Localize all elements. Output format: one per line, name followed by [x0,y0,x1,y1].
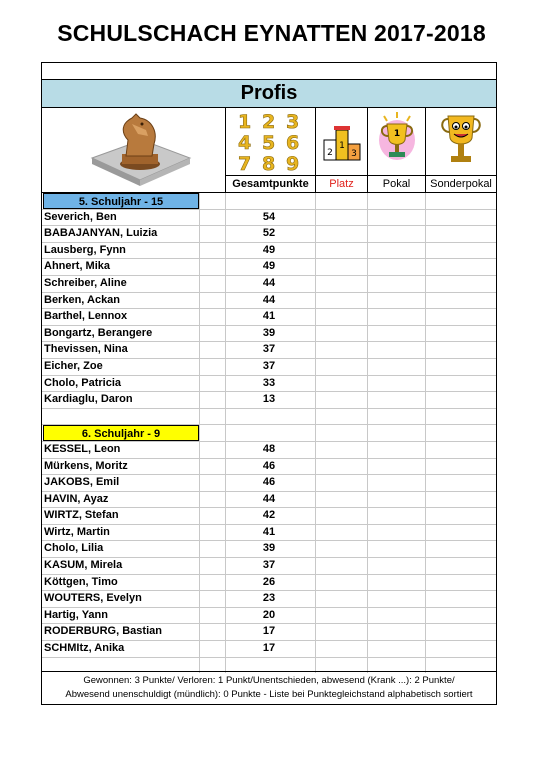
svg-text:4: 4 [238,132,252,154]
pokal-column-header [367,108,425,192]
gesamt-column-header [225,108,315,192]
player-points: 49 [262,243,276,256]
player-row [42,259,496,276]
player-row [42,293,496,310]
svg-text:3: 3 [286,111,300,133]
player-row [42,442,496,459]
player-row [42,608,496,625]
player-row [42,558,496,575]
player-row [42,376,496,393]
player-points: 37 [262,559,276,572]
player-name: SCHMItz, Anika [44,642,125,655]
player-points: 17 [262,642,276,655]
player-name: HAVIN, Ayaz [44,492,109,505]
group-label-6: 6. Schuljahr - 9 [43,425,199,441]
group-header-row [42,425,496,442]
spacer-row [42,409,496,426]
icon-header-row [42,108,496,193]
player-name: Cholo, Patricia [44,376,122,389]
player-points: 41 [262,525,276,538]
player-name: WOUTERS, Evelyn [44,592,142,605]
number-grid-icon [234,110,308,174]
player-name: WIRTZ, Stefan [44,509,119,522]
player-name: Barthel, Lennox [44,310,128,323]
footnote-line-2: Abwesend unenschuldigt (mündlich): 0 Punkte - Liste bei Punktegleichstand alphabetisch sortiert [65,689,473,700]
player-row [42,309,496,326]
player-row [42,342,496,359]
player-name: Berken, Ackan [44,293,121,306]
standings-rows [42,193,496,658]
player-points: 46 [262,476,276,489]
player-row [42,326,496,343]
page-title: SCHULSCHACH EYNATTEN 2017-2018 [57,20,486,46]
player-points: 33 [262,376,276,389]
top-strip [42,63,496,80]
player-points: 44 [262,492,276,505]
player-row [42,359,496,376]
player-points: 54 [262,210,276,223]
svg-text:7: 7 [238,153,252,174]
player-name: Lausberg, Fynn [44,243,126,256]
player-name: Wirtz, Martin [44,525,110,538]
svg-text:9: 9 [286,153,300,174]
group-header-row [42,193,496,210]
player-row [42,243,496,260]
chess-knight-icon [82,110,192,190]
group-6-list [42,442,496,658]
sonder-column-header [425,108,496,192]
svg-text:2: 2 [327,148,333,158]
svg-text:1: 1 [393,129,401,139]
player-row [42,508,496,525]
player-points: 37 [262,343,276,356]
player-row [42,492,496,509]
player-name: Kardiaglu, Daron [44,393,133,406]
player-row [42,541,496,558]
player-points: 44 [262,293,276,306]
player-name: Eicher, Zoe [44,359,103,372]
player-name: Schreiber, Aline [44,276,127,289]
footnote-line-1: Gewonnen: 3 Punkte/ Verloren: 1 Punkt/Unentschieden, abwesend (Krank ...): 2 Punkte/ [83,675,455,686]
svg-text:1: 1 [238,111,252,133]
platz-column-header [315,108,367,192]
player-points: 23 [262,592,276,605]
player-row [42,226,496,243]
scoring-footnote [42,671,496,704]
player-points: 26 [262,575,276,588]
group-5-list [42,210,496,409]
player-points: 17 [262,625,276,638]
player-row [42,591,496,608]
player-name: BABAJANYAN, Luizia [44,227,158,240]
player-name: Köttgen, Timo [44,575,118,588]
player-row [42,475,496,492]
player-points: 48 [262,442,276,455]
smiling-cup-icon [436,110,486,172]
player-name: JAKOBS, Emil [44,476,120,489]
trophy-icon [372,110,422,172]
player-points: 39 [262,326,276,339]
player-points: 20 [262,608,276,621]
player-row [42,641,496,658]
player-row [42,525,496,542]
player-points: 37 [262,359,276,372]
svg-text:3: 3 [351,149,357,159]
player-points: 46 [262,459,276,472]
player-name: Bongartz, Berangere [44,326,153,339]
player-name: Ahnert, Mika [44,260,111,273]
sonderpokal-header: Sonderpokal [426,175,496,192]
svg-text:8: 8 [262,153,276,174]
player-points: 39 [262,542,276,555]
svg-text:1: 1 [339,141,345,151]
player-name: Mürkens, Moritz [44,459,128,472]
player-name: Cholo, Lilia [44,542,104,555]
player-row [42,624,496,641]
podium-icon [320,122,364,162]
player-name: KESSEL, Leon [44,442,121,455]
player-row [42,459,496,476]
player-name: Hartig, Yann [44,608,108,621]
player-points: 41 [262,310,276,323]
player-name: RODERBURG, Bastian [44,625,162,638]
category-banner: Profis [42,80,496,108]
player-row [42,392,496,409]
player-points: 42 [262,509,276,522]
player-row [42,210,496,227]
player-points: 49 [262,260,276,273]
svg-text:2: 2 [262,111,276,133]
player-row [42,276,496,293]
svg-text:6: 6 [286,132,300,154]
player-points: 52 [262,227,276,240]
group-label-5: 5. Schuljahr - 15 [43,193,199,209]
player-row [42,575,496,592]
player-name: Severich, Ben [44,210,117,223]
svg-text:5: 5 [262,132,276,154]
gesamtpunkte-header: Gesamtpunkte [226,175,315,192]
platz-header: Platz [316,175,367,192]
pokal-header: Pokal [368,175,425,192]
player-points: 44 [262,276,276,289]
player-name: Thevissen, Nina [44,343,128,356]
player-name: KASUM, Mirela [44,559,123,572]
player-points: 13 [262,393,276,406]
standings-sheet [41,62,497,705]
